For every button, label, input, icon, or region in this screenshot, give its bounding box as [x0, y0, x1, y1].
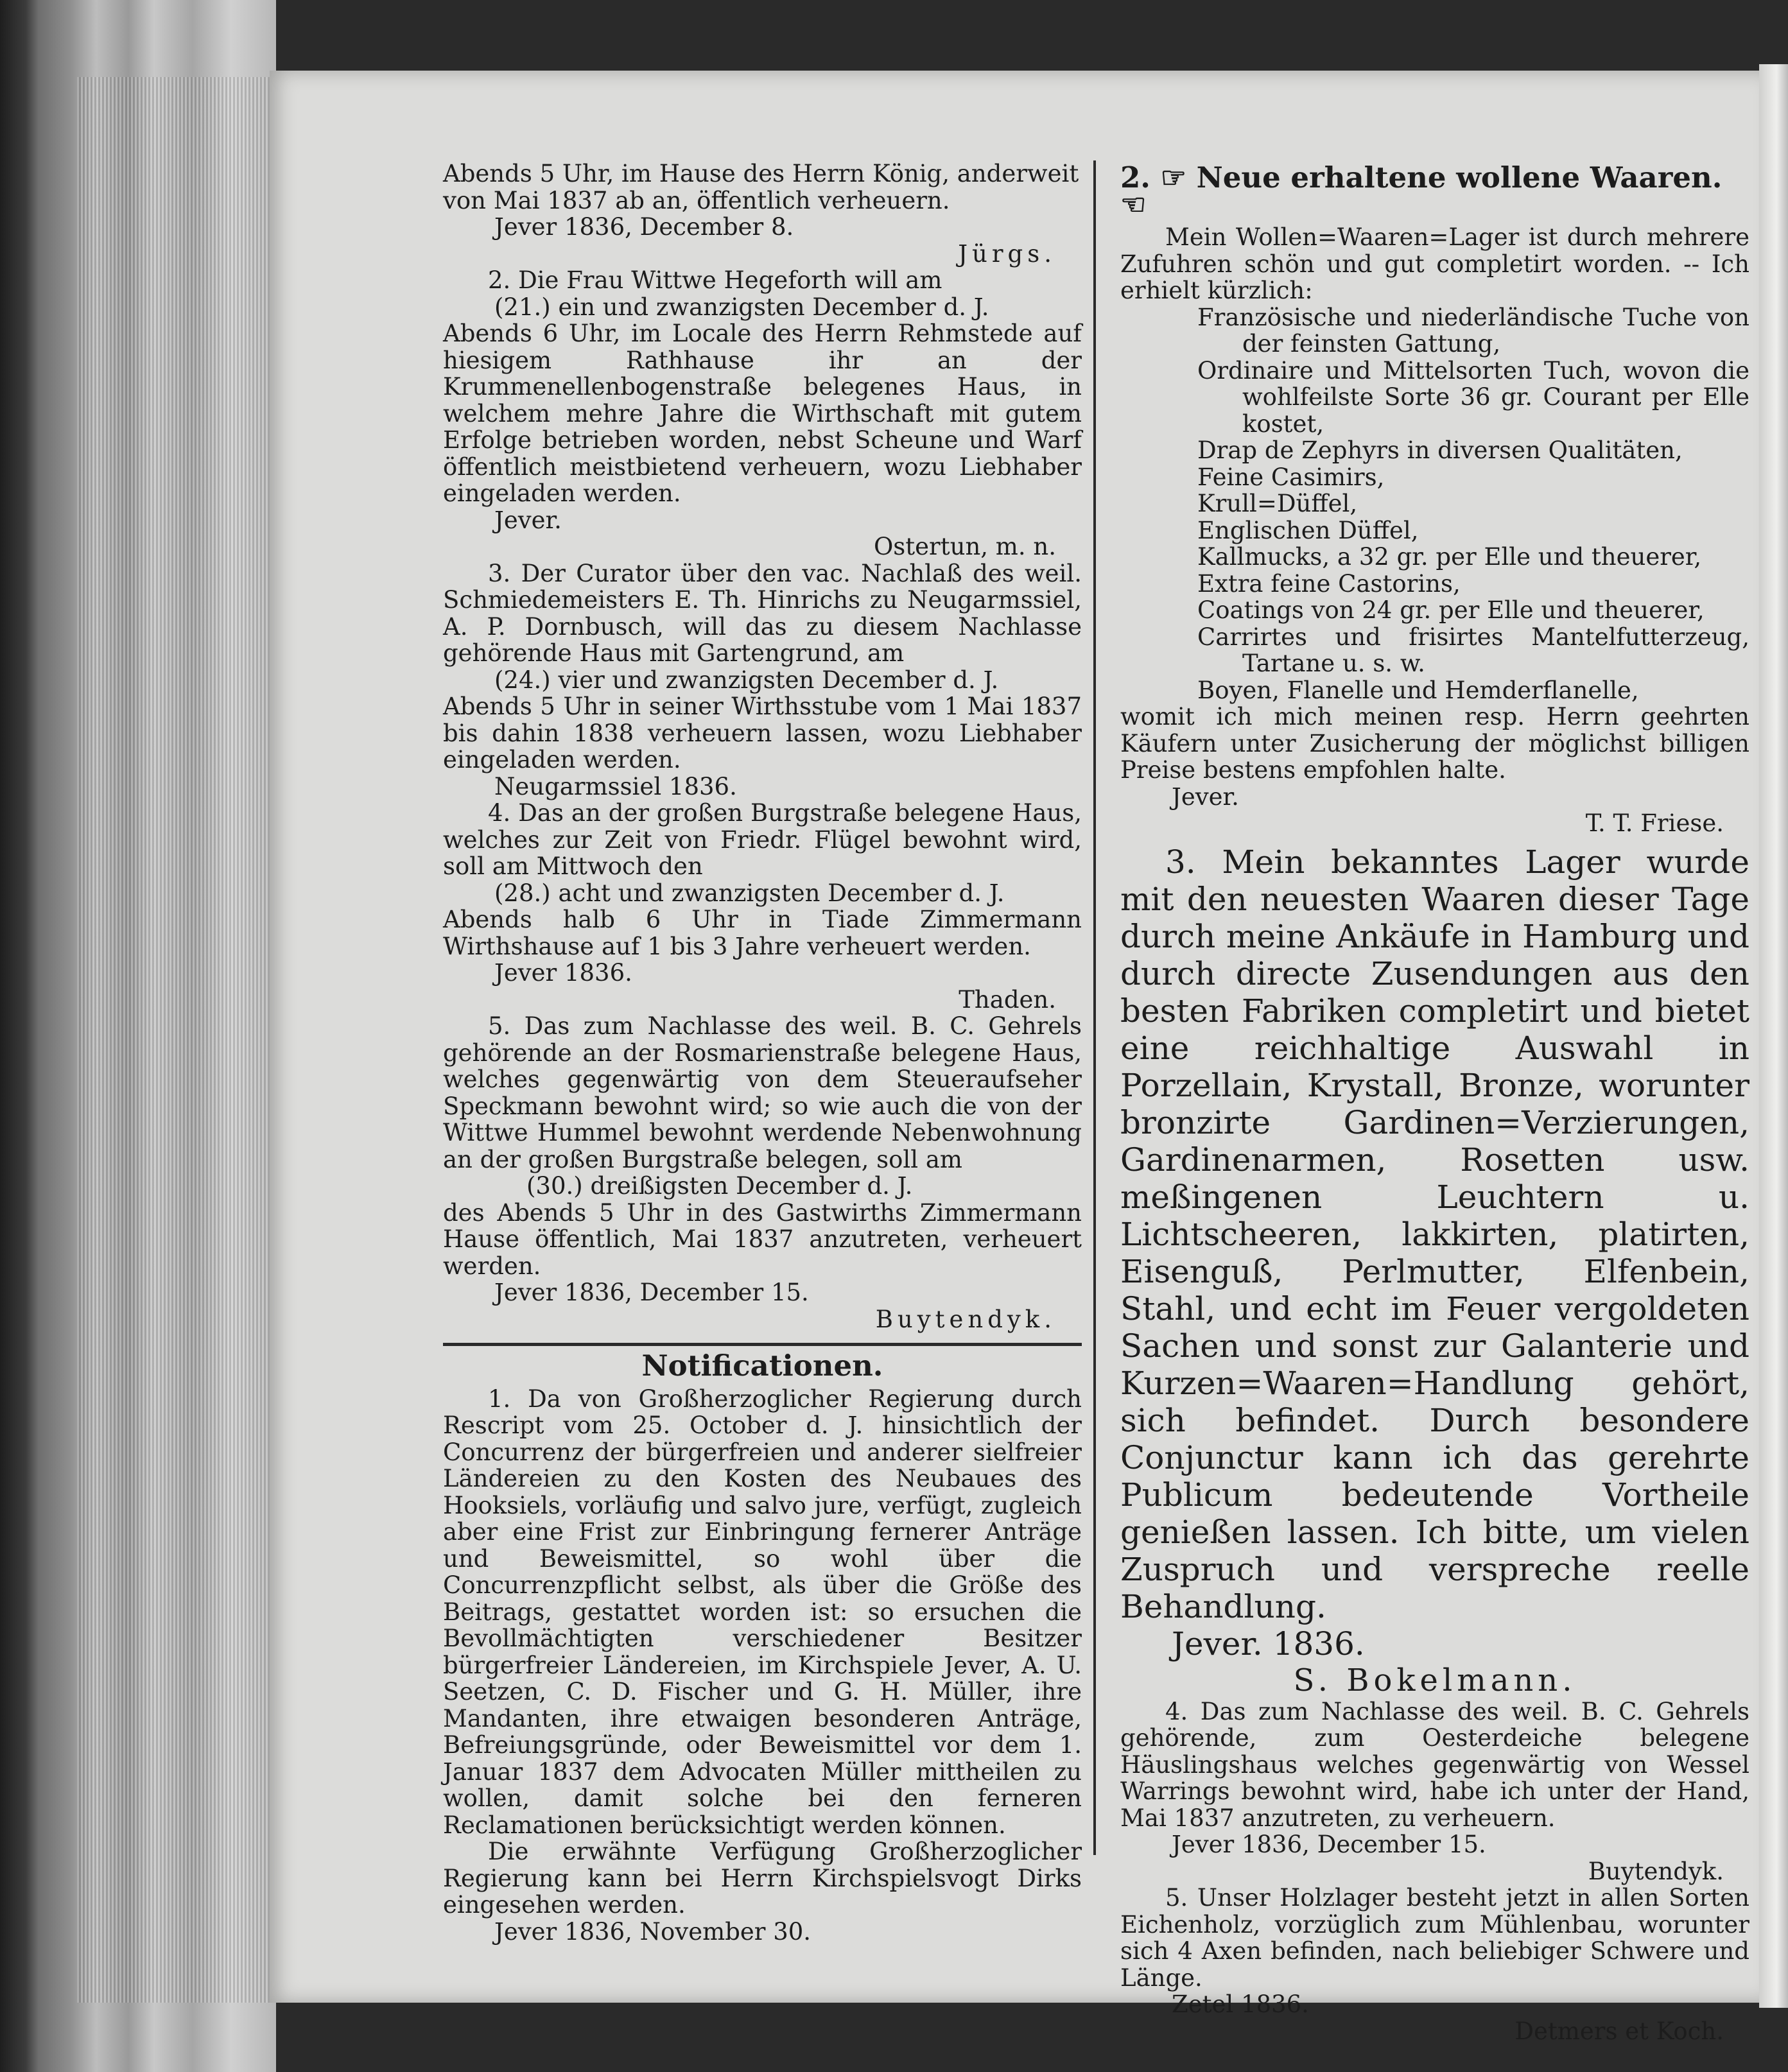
list-item: Carrirtes und frisirtes Mantelfutterzeug, Tartane u. s. w.: [1197, 623, 1749, 677]
goods-list: [1120, 304, 1749, 704]
signature: Buytendyk.: [875, 1305, 1056, 1333]
item-body: 4. Das zum Nachlasse des weil. B. C. Gehrels gehörende, zum Oesterdeiche belegene Häuslingshaus welches gegenwärtig von Wessel Warrings bewohnt wird, habe ich unter der Hand, Mai 1837 anzutreten, zu verheuern.: [1120, 1697, 1749, 1832]
section-rule: [443, 1343, 1082, 1346]
item-body: 3. Der Curator über den vac. Nachlaß des weil. Schmiedemeisters E. Th. Hinrichs zu Neugarmssiel, A. P. Dornbusch, will das zu diesem Nachlasse gehörende Haus mit Gartengrund, am: [443, 559, 1082, 667]
list-item: Ordinaire und Mittelsorten Tuch, wovon die wohlfeilste Sorte 36 gr. Courant per Elle kostet,: [1197, 356, 1749, 438]
list-item: Krull=Düffel,: [1197, 490, 1358, 517]
signature: S. Bokelmann.: [1293, 1662, 1577, 1698]
place-date: Jever 1836.: [494, 959, 632, 987]
item-body: womit ich mich meinen resp. Herrn geehrten Käufern unter Zusicherung der möglichst billigen Preise bestens empfohlen halte.: [1120, 703, 1749, 784]
list-item: Kallmucks, a 32 gr. per Elle und theuerer,: [1197, 543, 1702, 571]
signature: Ostertun, m. n.: [873, 533, 1056, 560]
list-item: Boyen, Flanelle und Hemderflanelle,: [1197, 676, 1639, 704]
list-item: Englischen Düffel,: [1197, 516, 1419, 544]
item-body: 4. Das an der großen Burgstraße belegene Haus, welches zur Zeit von Friedr. Flügel bewohnt wird, soll am Mittwoch den: [443, 799, 1082, 880]
place-date: Jever 1836, November 30.: [494, 1917, 812, 1946]
place-date: Jever 1836, December 15.: [1172, 1831, 1486, 1858]
item-body: Die erwähnte Verfügung Großherzoglicher Regierung kann bei Herrn Kirchspielsvogt Dirks eingesehen werden.: [443, 1838, 1082, 1919]
list-item: Coatings von 24 gr. per Elle und theuerer,: [1197, 596, 1705, 624]
item-date: (28.) acht und zwanzigsten December d. J.: [494, 879, 1005, 907]
item-body: 5. Unser Holzlager besteht jetzt in allen Sorten Eichenholz, vorzüglich zum Mühlenbau, worunter sich 4 Axen befinden, nach beliebiger Schwere und Länge.: [1120, 1884, 1749, 1992]
advert-heading: 2. ☞ Neue erhaltene wollene Waaren. ☜: [1120, 160, 1723, 221]
list-item: Feine Casimirs,: [1197, 463, 1385, 491]
item-date: (21.) ein und zwanzigsten December d. J.: [494, 293, 989, 321]
facing-page-edge: [1759, 64, 1788, 2008]
item-body: Abends halb 6 Uhr in Tiade Zimmermann Wirthshause auf 1 bis 3 Jahre verheuert werden.: [443, 906, 1082, 960]
item-intro: 2. Die Frau Wittwe Hegeforth will am: [488, 266, 942, 294]
page-stack-stripes: [77, 77, 270, 2003]
list-item: Französische und niederländische Tuche von der feinsten Gattung,: [1197, 303, 1749, 358]
signature: Thaden.: [959, 985, 1056, 1014]
text-line: Abends 5 Uhr, im Hause des Herrn König, anderweit: [443, 160, 1079, 187]
item-date: (24.) vier und zwanzigsten December d. J.: [494, 666, 999, 694]
item-body: Abends 5 Uhr in seiner Wirthsstube vom 1 Mai 1837 bis dahin 1838 verheuern lassen, wozu Liebhaber eingeladen werden.: [443, 693, 1082, 773]
item-date: (30.) dreißigsten December d. J.: [526, 1172, 913, 1200]
left-column: [443, 160, 1082, 1945]
item-body: Abends 6 Uhr, im Locale des Herrn Rehmstede auf hiesigem Rathhause ihr an der Krummenellenbogenstraße belegenes Haus, in welchem mehre Jahre die Wirthschaft mit gutem Erfolge betrieben worden, nebst Scheune und Warf öffentlich meistbietend verheuern, wozu Liebhaber eingeladen werden.: [443, 320, 1082, 507]
book-page-edges: [0, 0, 276, 2072]
place-date: Jever.: [494, 506, 562, 534]
place-date: Jever 1836, December 8.: [494, 213, 794, 241]
list-item: Drap de Zephyrs in diversen Qualitäten,: [1197, 436, 1683, 464]
place-date: Jever. 1836.: [1172, 1625, 1365, 1662]
signature: Jürgs.: [958, 239, 1056, 268]
place-date: Zetel 1836.: [1172, 1990, 1309, 2018]
item-body: 5. Das zum Nachlasse des weil. B. C. Gehrels gehörende an der Rosmarienstraße belegene Haus, welches gegenwärtig von dem Steueraufseher Speckmann bewohnt wird; so wie auch die von der Wittwe Hummel bewohnt werdende Nebenwohnung an der großen Burgstraße belegen, soll am: [443, 1012, 1082, 1173]
item-body: Mein Wollen=Waaren=Lager ist durch mehrere Zufuhren schön und gut completirt worden. -- Ich erhielt kürzlich:: [1120, 223, 1749, 304]
section-heading: Notificationen.: [641, 1349, 883, 1383]
place-date: Jever.: [1172, 782, 1239, 811]
signature: Buytendyk.: [1588, 1857, 1724, 1885]
place-date: Jever 1836, December 15.: [494, 1279, 809, 1306]
item-body: des Abends 5 Uhr in des Gastwirths Zimmermann Hause öffentlich, Mai 1837 anzutreten, verheuert werden.: [443, 1198, 1082, 1280]
item-body: 1. Da von Großherzoglicher Regierung durch Rescript vom 25. October d. J. hinsichtlich der Concurrenz der bürgerfreien und anderer sielfreier Ländereien zu den Kosten des Neubaues des Hooksiels, vorläufig und salvo jure, verfügt, zugleich aber eine Frist zur Einbringung fernerer Anträge und Beweismittel, so wohl über die Concurrenzpflicht selbst, als über die Größe des Beitrags, gestattet worden ist: so ersuchen die Bevollmächtigten verschiedener Besitzer bürgerfreier Ländereien, im Kirchspiele Jever, A. U. Seetzen, C. D. Fischer und G. H. Müller, ihre Mandanten, ihre etwaigen besonderen Anträge, Befreiungsgründe, oder Beweismittel vor dem 1. Januar 1837 dem Advocaten Müller mittheilen zu wollen, damit solche bei den ferneren Reclamationen berücksichtigt werden können.: [443, 1385, 1082, 1839]
text-line: von Mai 1837 ab an, öffentlich verheuern.: [443, 186, 950, 214]
right-column: [1120, 160, 1749, 2044]
signature: T. T. Friese.: [1585, 809, 1724, 837]
item-body: 3. Mein bekanntes Lager wurde mit den neuesten Waaren dieser Tage durch meine Ankäufe in Hamburg und durch directe Zusendungen aus den besten Fabriken completirt und bietet eine reichhaltige Auswahl in Porzellain, Krystall, Bronze, worunter bronzirte Gardinen=Verzierungen, Gardinenarmen, Rosetten usw. meßingenen Leuchtern u. Lichtscheeren, lakkirten, platirten, Eisenguß, Perlmutter, Elfenbein, Stahl, und echt im Feuer vergoldeten Sachen und sonst zur Galanterie und Kurzen=Waaren=Handlung gehört, sich befindet. Durch besondere Conjunctur kann ich das gerehrte Publicum bedeutende Vortheile genießen lassen. Ich bitte, um vielen Zuspruch und verspreche reelle Behandlung.: [1120, 843, 1749, 1625]
column-divider: [1093, 160, 1096, 1855]
signature: Detmers et Koch.: [1515, 2017, 1724, 2045]
list-item: Extra feine Castorins,: [1197, 569, 1461, 598]
place-date: Neugarmssiel 1836.: [494, 772, 737, 800]
